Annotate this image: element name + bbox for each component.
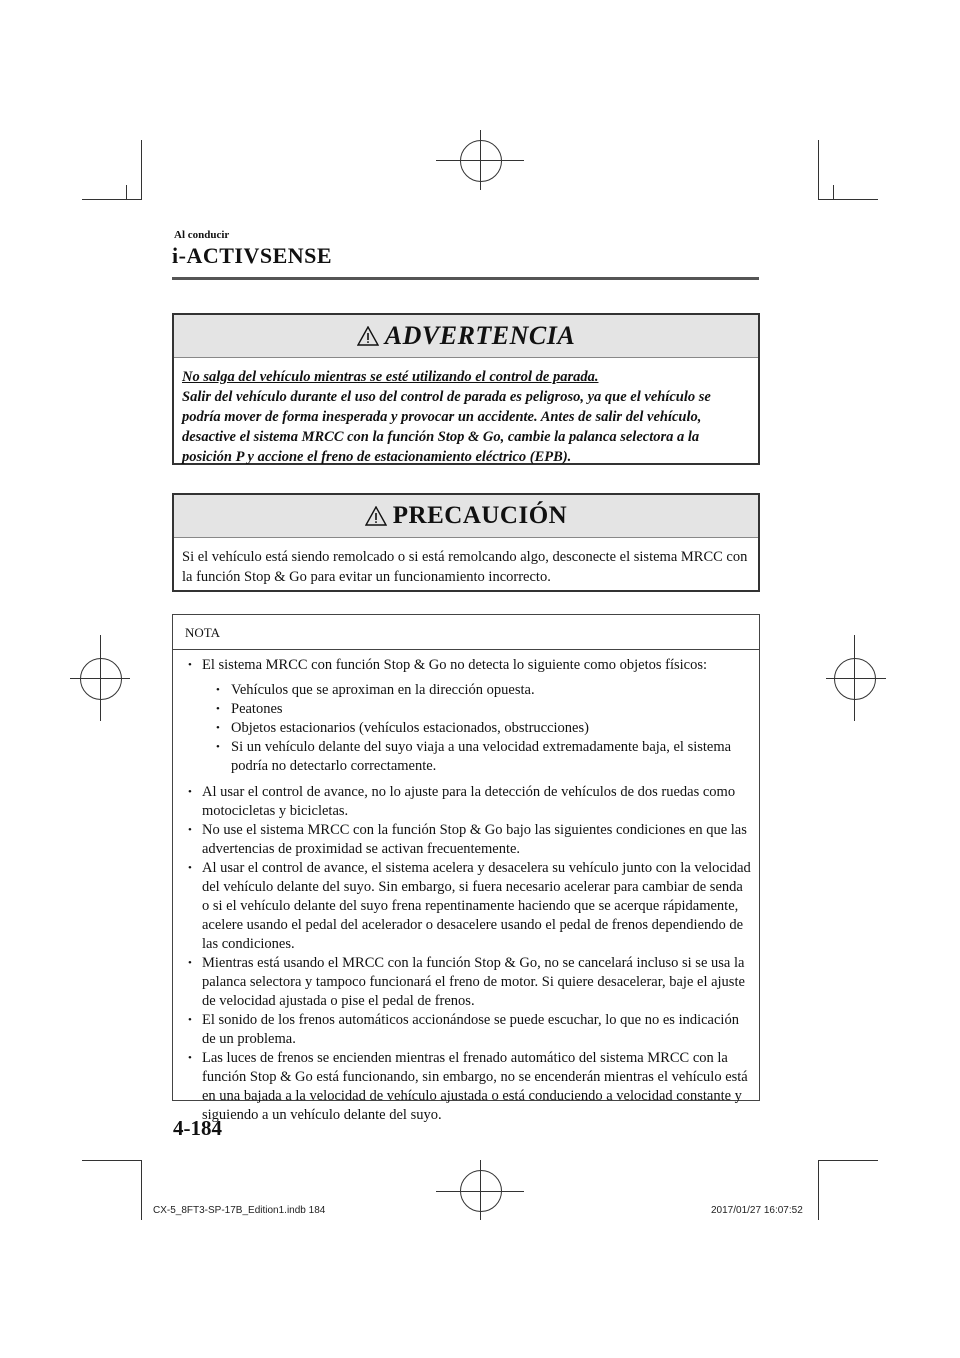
list-item: • Las luces de frenos se encienden mientras el frenado automático del sistema MRCC con la función Stop & Go está funcionando, sin embargo, no se encenderán mientras el vehículo está en una bajada a la velocidad de vehículo ajustada o está conduciendo a velocidad constante y siguiendo a un vehículo delante del suyo. bbox=[173, 1049, 753, 1125]
note-box bbox=[172, 614, 760, 1123]
title-divider bbox=[172, 277, 759, 280]
note-title: NOTA bbox=[173, 615, 759, 650]
list-item: • Al usar el control de avance, el sistema acelera y desacelera su vehículo junto con la velocidad del vehículo delante del suyo. Sin embargo, si fuera necesario acelerar para cambiar de senda o si el vehículo delante del suyo frena repentinamente haciendo que se acerque rápidamente, acelere usando el pedal del acelerador o desacelere usando el pedal de frenos dependiendo de las condiciones. bbox=[173, 859, 753, 954]
list-item: • Si un vehículo delante del suyo viaja a una velocidad extremadamente baja, el sistema podría no detectarlo correctamente. bbox=[202, 738, 753, 776]
list-item: • Al usar el control de avance, no lo ajuste para la detección de vehículos de dos ruedas como motocicletas y bicicletas. bbox=[173, 783, 753, 821]
warning-box bbox=[172, 313, 760, 465]
list-item: • Peatones bbox=[202, 700, 753, 719]
caution-text: Si el vehículo está siendo remolcado o si está remolcando algo, desconecte el sistema MRCC con la función Stop & Go para evitar un funcionamiento incorrecto. bbox=[182, 549, 748, 585]
warning-body bbox=[174, 358, 758, 477]
warning-header bbox=[174, 315, 758, 358]
footer-timestamp: 2017/01/27 16:07:52 bbox=[711, 1205, 803, 1216]
caution-header bbox=[174, 495, 758, 538]
note-list bbox=[173, 650, 759, 1125]
list-item: • Objetos estacionarios (vehículos estacionados, obstrucciones) bbox=[202, 719, 753, 738]
list-item: • El sistema MRCC con función Stop & Go no detecta lo siguiente como objetos físicos: • Vehículos que se aproximan en la dirección opuesta. • Peatones • Objetos estacionarios (vehículos estacionados, obstrucciones) • Si un vehículo delante del suyo viaja a una velocidad extremadamente baja, el sistema podría no detectarlo correctamente. bbox=[173, 656, 753, 776]
caution-title: PRECAUCIÓN bbox=[392, 502, 568, 529]
caution-box bbox=[172, 493, 760, 592]
warning-triangle-icon bbox=[357, 326, 379, 346]
warning-lead: No salga del vehículo mientras se esté utilizando el control de parada. bbox=[182, 369, 599, 385]
note-sublist bbox=[202, 681, 753, 776]
list-item: • Mientras está usando el MRCC con la función Stop & Go, no se cancelará incluso si se usa la palanca selectora y tampoco funcionará el freno de motor. Si quiere desacelerar, baje el ajuste de velocidad ajustada o pise el pedal de frenos. bbox=[173, 954, 753, 1011]
footer-file: CX-5_8FT3-SP-17B_Edition1.indb 184 bbox=[153, 1205, 326, 1216]
page-number: 4-184 bbox=[173, 1116, 222, 1140]
section-label: Al conducir bbox=[174, 229, 230, 241]
warning-text: Salir del vehículo durante el uso del control de parada es peligroso, ya que el vehículo se podría mover de forma inesperada y provocar un accidente. Antes de salir del vehículo, desactive el sistema MRCC con la función Stop & Go, cambie la palanca selectora a la posición P y accione el freno de estacionamiento eléctrico (EPB). bbox=[182, 389, 711, 465]
list-item: • Vehículos que se aproximan en la dirección opuesta. bbox=[202, 681, 753, 700]
warning-triangle-icon bbox=[365, 506, 387, 526]
warning-title: ADVERTENCIA bbox=[384, 321, 576, 350]
list-item: • El sonido de los frenos automáticos accionándose se puede escuchar, lo que no es indicación de un problema. bbox=[173, 1011, 753, 1049]
page-title: i-ACTIVSENSE bbox=[172, 243, 333, 268]
list-item: • No use el sistema MRCC con la función Stop & Go bajo las siguientes condiciones en que las advertencias de proximidad se activan frecuentemente. bbox=[173, 821, 753, 859]
